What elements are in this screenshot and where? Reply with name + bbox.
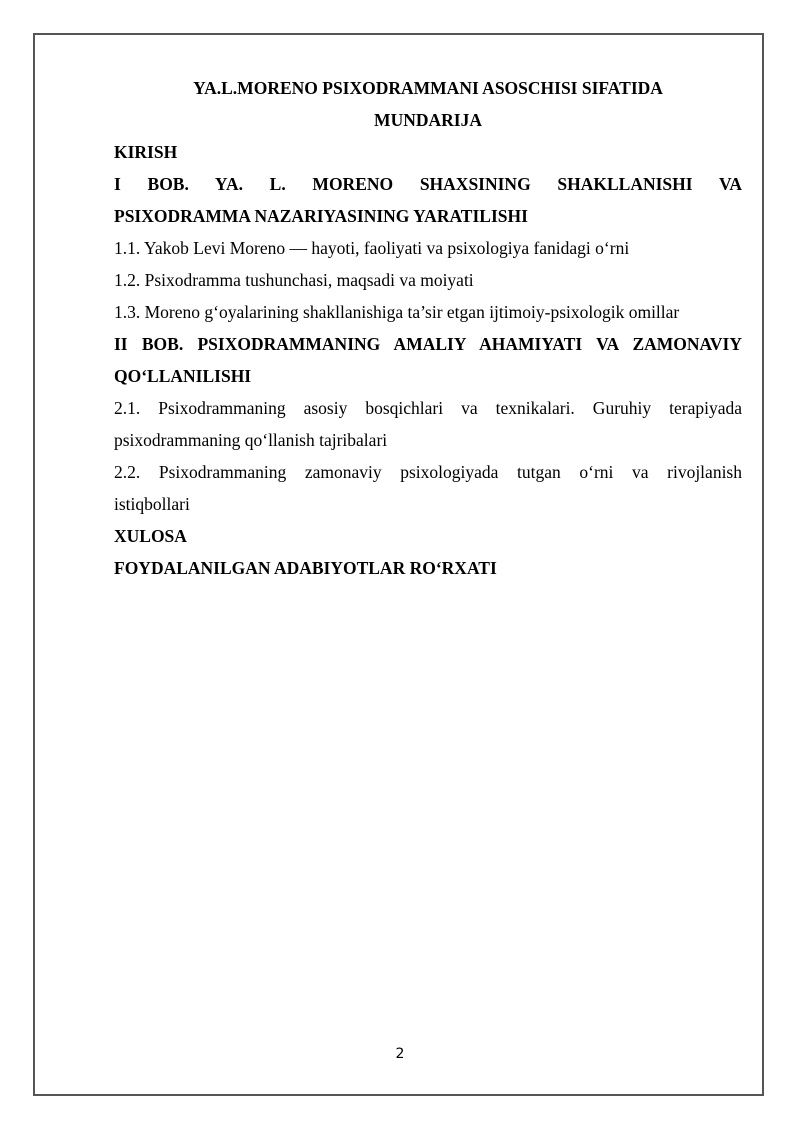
contents-heading: MUNDARIJA bbox=[374, 110, 482, 130]
toc-section-1-1: 1.1. Yakob Levi Moreno — hayoti, faoliyati va psixologiya fanidagi o‘rni bbox=[114, 238, 630, 258]
toc-section-2-2-line-1: 2.2. Psixodrammaning zamonaviy psixologiyada tutgan o‘rni va rivojlanish bbox=[114, 462, 742, 482]
toc-conclusion: XULOSA bbox=[114, 526, 187, 546]
toc-chapter-2-line-2: QO‘LLANILISHI bbox=[114, 366, 252, 386]
toc-section-1-3: 1.3. Moreno g‘oyalarining shakllanishiga ta’sir etgan ijtimoiy-psixologik omillar bbox=[114, 302, 680, 322]
document-title: YA.L.MORENO PSIXODRAMMANI ASOSCHISI SIFATIDA bbox=[193, 78, 663, 98]
toc-chapter-2-line-1: II BOB. PSIXODRAMMANING AMALIY AHAMIYATI VA ZAMONAVIY bbox=[114, 334, 742, 354]
toc-chapter-1-line-2: PSIXODRAMMA NAZARIYASINING YARATILISHI bbox=[114, 206, 528, 226]
table-of-contents bbox=[114, 72, 742, 584]
page-number: 2 bbox=[395, 1046, 405, 1062]
toc-section-2-2-line-2: istiqbollari bbox=[114, 494, 190, 514]
toc-intro: KIRISH bbox=[114, 142, 178, 162]
toc-section-2-1-line-1: 2.1. Psixodrammaning asosiy bosqichlari va texnikalari. Guruhiy terapiyada bbox=[114, 398, 742, 418]
toc-section-2-1-line-2: psixodrammaning qo‘llanish tajribalari bbox=[114, 430, 388, 450]
toc-chapter-1-line-1: I BOB. YA. L. MORENO SHAXSINING SHAKLLANISHI VA bbox=[114, 174, 742, 194]
toc-references: FOYDALANILGAN ADABIYOTLAR RO‘RXATI bbox=[114, 558, 497, 578]
toc-section-1-2: 1.2. Psixodramma tushunchasi, maqsadi va moiyati bbox=[114, 270, 474, 290]
